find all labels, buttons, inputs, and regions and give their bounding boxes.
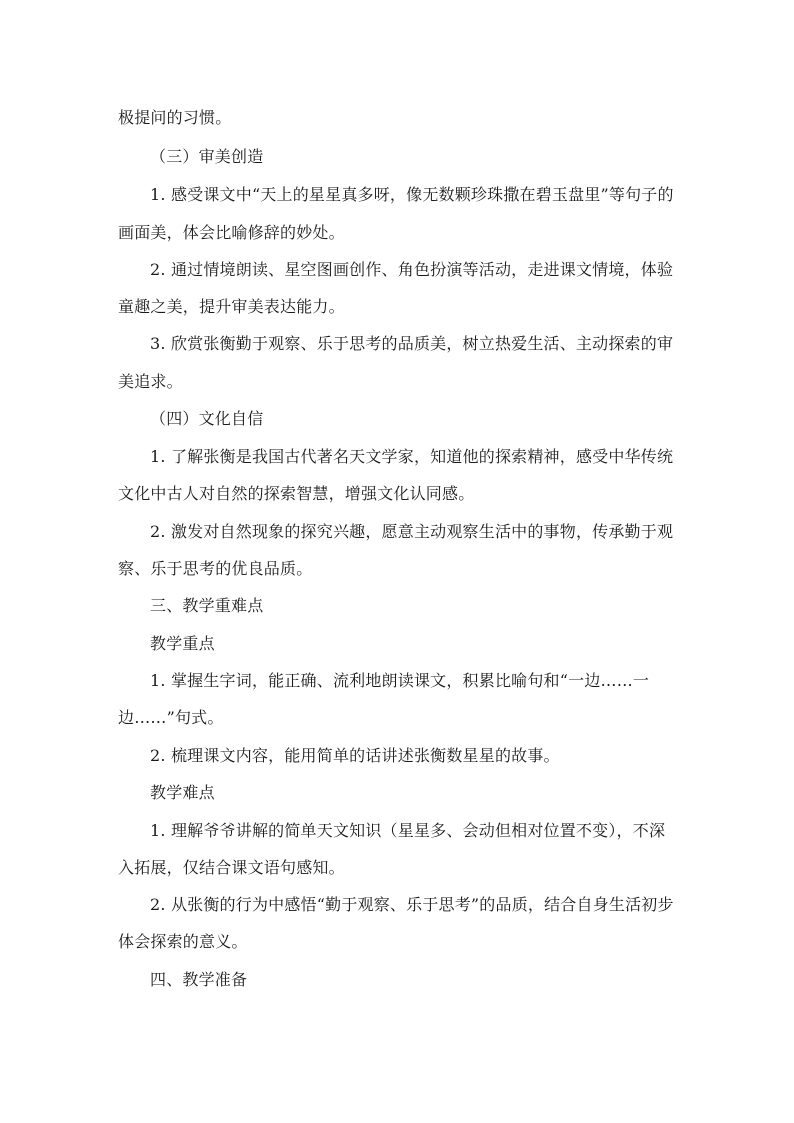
paragraph-line: 极提问的习惯。 xyxy=(118,108,232,127)
paragraph-line: 体会探索的意义。 xyxy=(118,932,248,951)
paragraph-line: 童趣之美，提升审美表达能力。 xyxy=(118,297,345,316)
paragraph-line: 画面美，体会比喻修辞的妙处。 xyxy=(118,223,345,242)
paragraph-line: 2. 从张衡的行为中感悟“勤于观察、乐于思考”的品质，结合自身生活初步 xyxy=(150,895,674,914)
section-heading: （三）审美创造 xyxy=(150,147,264,166)
paragraph-line: 2. 激发对自然现象的探究兴趣，愿意主动观察生活中的事物，传承勤于观 xyxy=(150,522,674,541)
paragraph-line: 1. 感受课文中“天上的星星真多呀，像无数颗珍珠撒在碧玉盘里”等句子的 xyxy=(150,185,674,204)
paragraph-line: 入拓展，仅结合课文语句感知。 xyxy=(118,858,345,877)
paragraph-line: 3. 欣赏张衡勤于观察、乐于思考的品质美，树立热爱生活、主动探索的审 xyxy=(150,334,674,353)
paragraph-line: 1. 掌握生字词，能正确、流利地朗读课文，积累比喻句和“一边……一 xyxy=(150,671,650,690)
paragraph-line: 美追求。 xyxy=(118,372,183,391)
subsection-heading: 教学难点 xyxy=(150,783,215,802)
paragraph-line: 文化中古人对自然的探索智慧，增强文化认同感。 xyxy=(118,484,475,503)
subsection-heading: 教学重点 xyxy=(150,634,215,653)
section-heading: 四、教学准备 xyxy=(150,970,248,989)
paragraph-line: 察、乐于思考的优良品质。 xyxy=(118,559,313,578)
paragraph-line: 1. 了解张衡是我国古代著名天文学家，知道他的探索精神，感受中华传统 xyxy=(150,447,674,466)
paragraph-line: 2. 梳理课文内容，能用简单的话讲述张衡数星星的故事。 xyxy=(150,746,560,765)
section-heading: 三、教学重难点 xyxy=(150,596,264,615)
paragraph-line: 1. 理解爷爷讲解的简单天文知识（星星多、会动但相对位置不变），不深 xyxy=(150,821,666,840)
paragraph-line: 2. 通过情境朗读、星空图画创作、角色扮演等活动，走进课文情境，体验 xyxy=(150,260,674,279)
paragraph-line: 边……”句式。 xyxy=(118,708,224,727)
section-heading: （四）文化自信 xyxy=(150,409,264,428)
